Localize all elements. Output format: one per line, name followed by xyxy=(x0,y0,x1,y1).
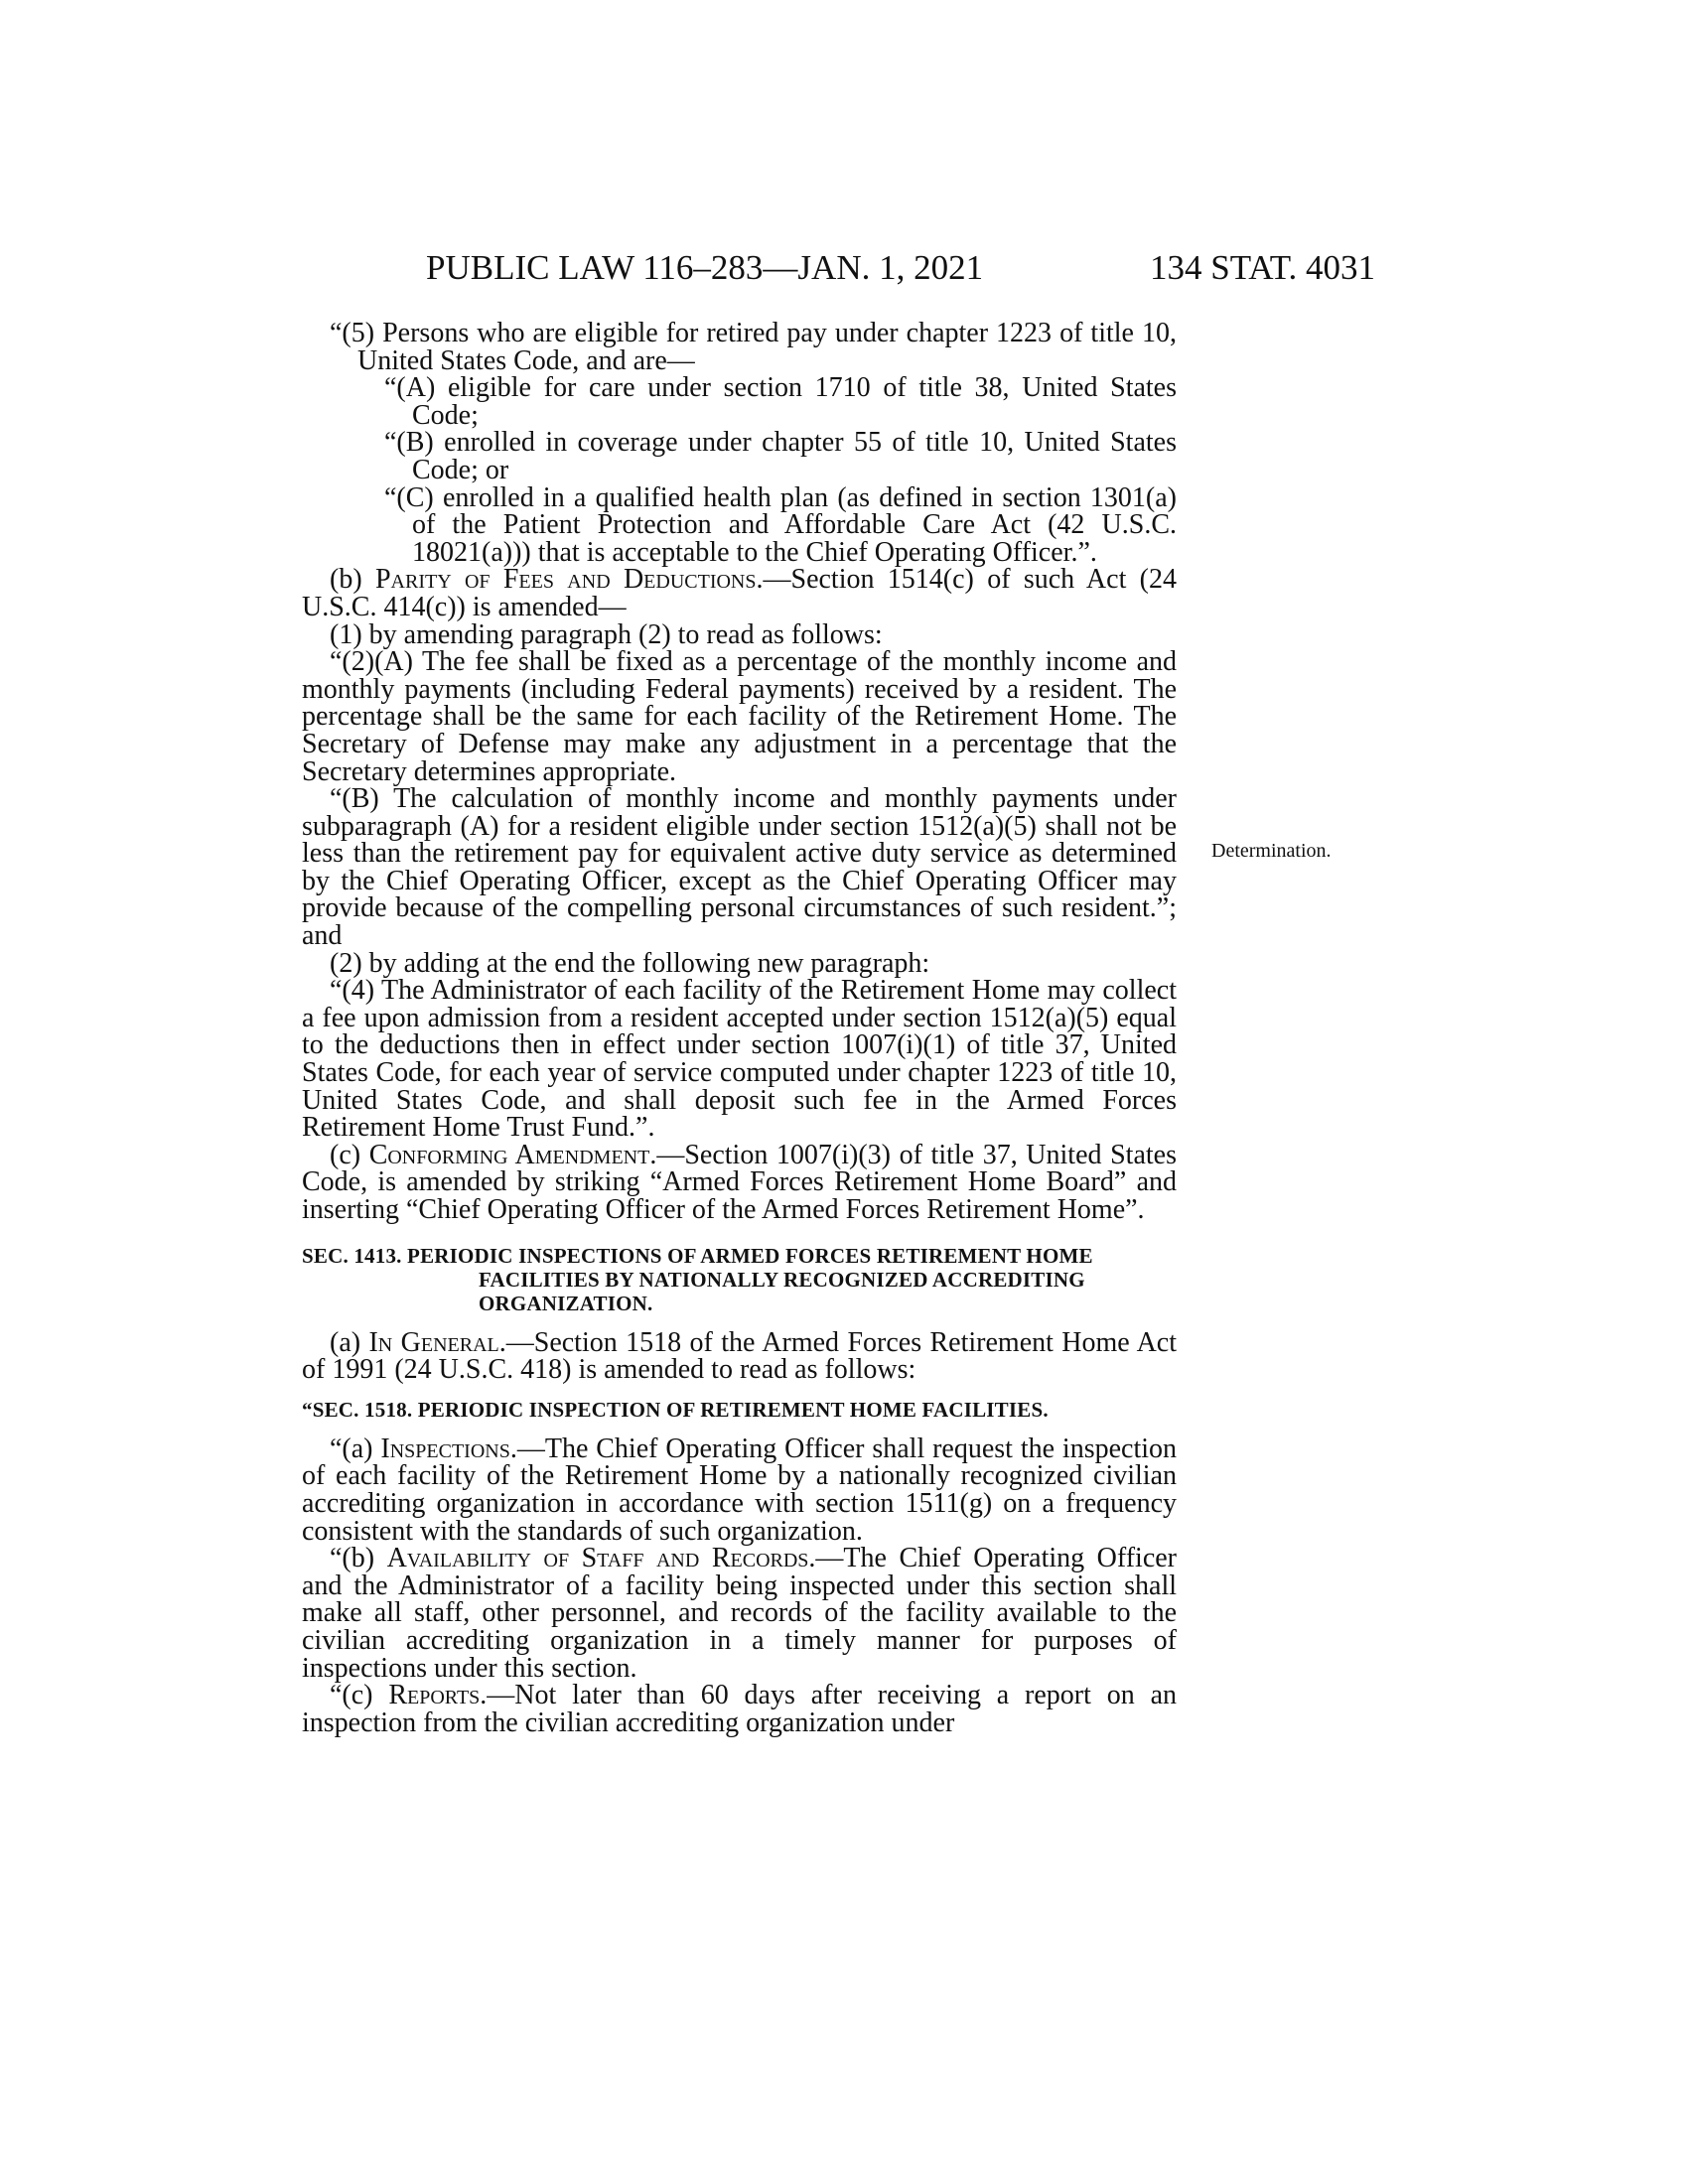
running-header-title: PUBLIC LAW 116–283—JAN. 1, 2021 xyxy=(426,248,984,287)
subsection-c: (c) Conforming Amendment.—Section 1007(i)(3) of title 37, United States Code, is amended by striking “Armed Forces Retirement Home Board” and inserting “Chief Operating Officer of the Armed Forces Retirement Home”. xyxy=(302,1139,1177,1225)
margin-note: Determination. xyxy=(1211,840,1332,862)
paragraph-5: “(5) Persons who are eligible for retired pay under chapter 1223 of title 10, United States Code, and are— xyxy=(330,318,1177,376)
subparagraph-5A: “(A) eligible for care under section 1710 of title 38, United States Code; xyxy=(384,372,1177,431)
quoted-paragraph-4: “(4) The Administrator of each facility of the Retirement Home may collect a fee upon admission from a resident accepted under section 1512(a)(5) equal to the deductions then in effect under section 1007(i)(1) of title 37, United States Code, for each year of service computed under chapter 1223 of title 10, United States Code, and shall deposit such fee in the Armed Forces Retirement Home Trust Fund.”. xyxy=(302,975,1177,1144)
section-1413-subsection-a: (a) In General.—Section 1518 of the Armed Forces Retirement Home Act of 1991 (24 U.S.C. 418) is amended to read as follows: xyxy=(302,1326,1177,1386)
subparagraph-5C: “(C) enrolled in a qualified health plan (as defined in section 1301(a) of the Patient Protection and Affordable Care Act (42 U.S.C. 18021(a))) that is acceptable to the Chief Operating Officer.”. xyxy=(384,481,1177,568)
subsection-c-heading: Conforming Amendment. xyxy=(368,1139,657,1170)
section-1518-heading: “SEC. 1518. PERIODIC INSPECTION OF RETIREMENT HOME FACILITIES. xyxy=(302,1397,1049,1422)
subsection-b: (b) Parity of Fees and Deductions.—Section 1514(c) of such Act (24 U.S.C. 414(c)) is amended— xyxy=(302,564,1177,622)
quoted-paragraph-2B: “(B) The calculation of monthly income and monthly payments under subparagraph (A) for a resident eligible under section 1512(a)(5) shall not be less than the retirement pay for equivalent active duty service as determined by the Chief Operating Officer, except as the Chief Operating Officer may provide because of the compelling personal circumstances of such resident.”; and xyxy=(302,783,1177,952)
page-body xyxy=(302,320,1177,1736)
quoted-paragraph-2A: “(2)(A) The fee shall be fixed as a percentage of the monthly income and monthly payments (including Federal payments) received by a resident. The percentage shall be the same for each facility of the Retirement Home. The Secretary of Defense may make any adjustment in a percentage that the Secretary determines appropriate. xyxy=(302,646,1177,787)
section-1518-subsection-a: “(a) Inspections.—The Chief Operating Officer shall request the inspection of each facility of the Retirement Home by a nationally recognized civilian accrediting organization in accordance with section 1511(g) on a frequency consistent with the standards of such organization. xyxy=(302,1433,1177,1547)
section-1518-subsection-b: “(b) Availability of Staff and Records.—The Chief Operating Officer and the Administrator of a facility being inspected under this section shall make all staff, other personnel, and records of the facility available to the civilian accrediting organization in a timely manner for purposes of inspections under this section. xyxy=(302,1543,1177,1684)
section-1413-heading: SEC. 1413. PERIODIC INSPECTIONS OF ARMED FORCES RETIREMENT HOME FACILITIES BY NATIONALLY RECOGNIZED ACCREDITING ORGANIZATION. xyxy=(302,1243,1093,1315)
section-1518-subsection-c: “(c) Reports.—Not later than 60 days after receiving a report on an inspection from the civilian accrediting organization under xyxy=(302,1680,1177,1738)
subparagraph-5B: “(B) enrolled in coverage under chapter 55 of title 10, United States Code; or xyxy=(384,427,1177,485)
subsection-b-heading: Parity of Fees and Deductions. xyxy=(374,564,764,596)
statute-page-number: 134 STAT. 4031 xyxy=(1150,248,1375,287)
subsection-b-item-1: (1) by amending paragraph (2) to read as follows: xyxy=(330,618,883,650)
subsection-b-item-2: (2) by adding at the end the following new paragraph: xyxy=(330,947,930,979)
